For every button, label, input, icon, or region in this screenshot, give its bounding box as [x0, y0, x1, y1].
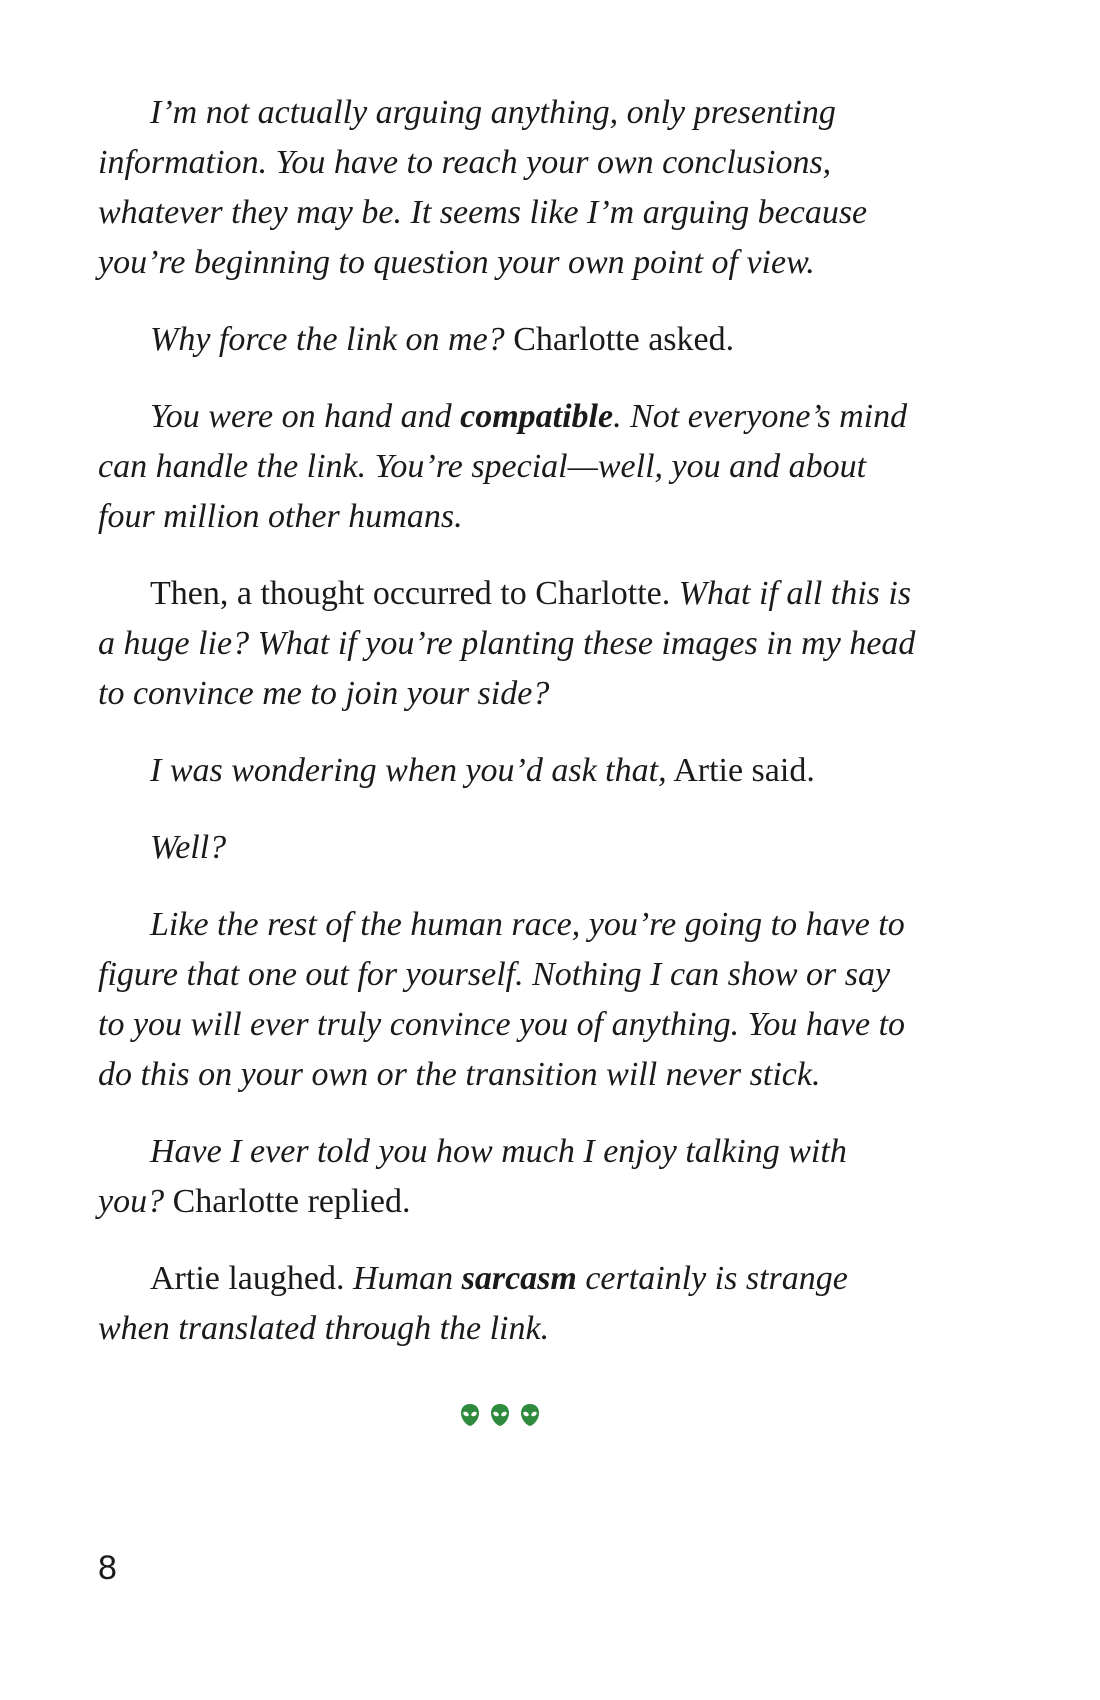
paragraph-2 — [98, 315, 918, 365]
paragraph-1 — [98, 88, 918, 288]
paragraph-text: . Not everyone’s mind can handle the link. You’re special—well, you and about four million other humans. — [98, 398, 908, 535]
page-body — [98, 88, 918, 1381]
paragraph-text: Artie laughed. — [150, 1260, 353, 1297]
paragraph-text: I was wondering when you’d ask that, — [150, 752, 667, 789]
paragraph-text: Have I ever told you how much I enjoy talking with you? — [98, 1133, 847, 1220]
vocabulary-word: sarcasm — [461, 1260, 577, 1297]
paragraph-text: Human — [353, 1260, 462, 1297]
alien-head-icon — [490, 1403, 510, 1427]
alien-head-icon — [520, 1403, 540, 1427]
vocabulary-word: compatible — [460, 398, 614, 435]
paragraph-7 — [98, 900, 918, 1100]
paragraph-text: You were on hand and — [150, 398, 461, 435]
paragraph-text: Charlotte replied. — [164, 1183, 411, 1220]
paragraph-text: Like the rest of the human race, you’re going to have to figure that one out for yourself. Nothing I can show or say to you will ever truly convince you of anything. You have to do this on your own or the transition will never stick. — [98, 906, 906, 1093]
paragraph-text: Charlotte asked. — [504, 321, 735, 358]
paragraph-3 — [98, 392, 918, 542]
paragraph-text: certainly is strange when translated through the link. — [98, 1260, 848, 1347]
paragraph-text: What if all this is a huge lie? What if you’re planting these images in my head to convince me to join your side? — [98, 575, 916, 712]
section-break-ornament — [460, 1400, 540, 1430]
paragraph-text: Well? — [150, 829, 227, 866]
paragraph-text: Then, a thought occurred to Charlotte. — [150, 575, 679, 612]
paragraph-5 — [98, 746, 918, 796]
paragraph-8 — [98, 1127, 918, 1227]
page-number: 8 — [98, 1549, 117, 1587]
alien-head-icon — [460, 1403, 480, 1427]
paragraph-text: Why force the link on me? — [150, 321, 505, 358]
paragraph-9 — [98, 1254, 918, 1354]
paragraph-text: I’m not actually arguing anything, only presenting information. You have to reach your own conclusions, whatever they may be. It seems like I’m arguing because you’re beginning to question your own point of view. — [98, 94, 868, 281]
paragraph-text: Artie said. — [666, 752, 815, 789]
paragraph-4 — [98, 569, 918, 719]
paragraph-6 — [98, 823, 918, 873]
